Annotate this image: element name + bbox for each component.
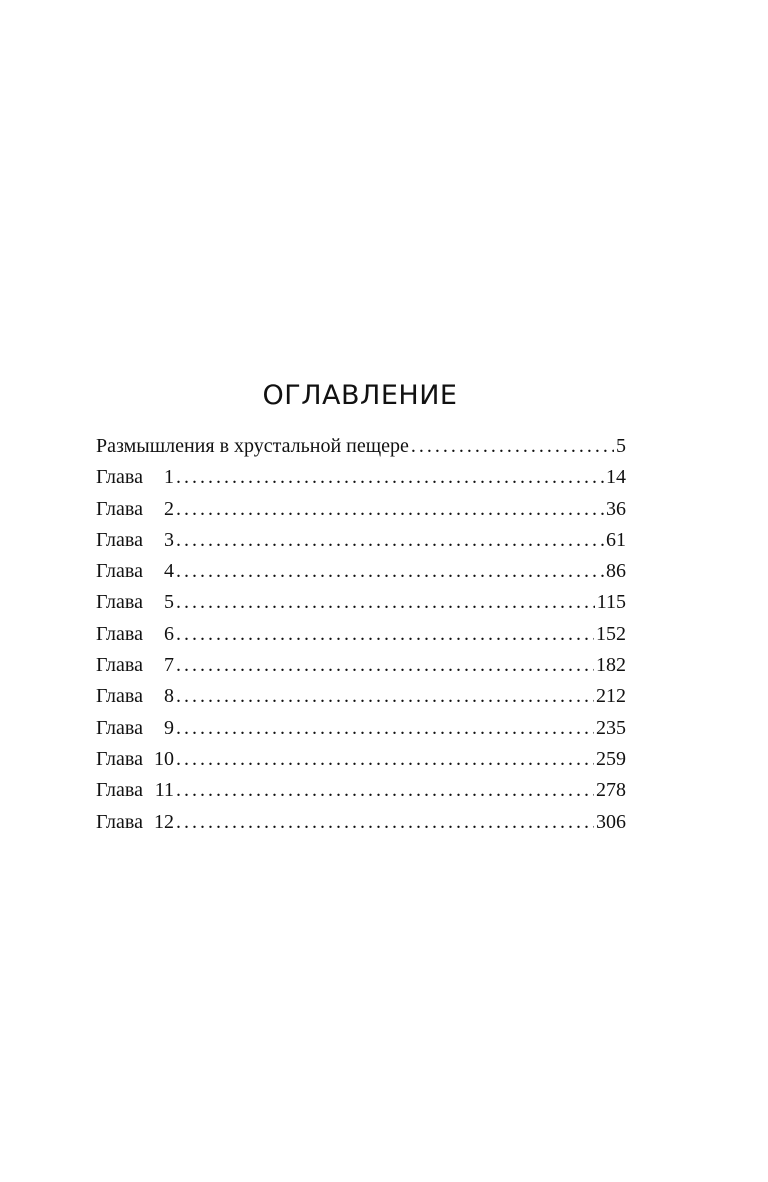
chapter-word: Глава bbox=[96, 810, 143, 833]
chapter-word: Глава bbox=[96, 560, 143, 583]
dot-leader bbox=[176, 650, 594, 681]
toc-entry-chapter-5[interactable] bbox=[96, 587, 626, 618]
chapter-number: 7 bbox=[164, 654, 174, 677]
toc-entry-chapter-11[interactable] bbox=[96, 775, 626, 806]
dot-leader bbox=[176, 713, 594, 744]
toc-entry-chapter-1[interactable] bbox=[96, 462, 626, 493]
dot-leader bbox=[176, 775, 594, 806]
chapter-word: Глава bbox=[96, 466, 143, 489]
toc-entry-label bbox=[96, 807, 174, 838]
toc-entry-label: Размышления в хрустальной пещере bbox=[96, 435, 409, 457]
chapter-word: Глава bbox=[96, 528, 143, 551]
toc-entry-label bbox=[96, 619, 174, 650]
toc-page-number: 61 bbox=[606, 528, 626, 551]
toc-page-number: 235 bbox=[596, 716, 626, 739]
toc-entry-label bbox=[96, 587, 174, 618]
toc-entry-chapter-9[interactable] bbox=[96, 713, 626, 744]
toc-entry-label bbox=[96, 556, 174, 587]
dot-leader bbox=[176, 619, 594, 650]
chapter-word: Глава bbox=[96, 591, 143, 614]
toc-entry-label bbox=[96, 525, 174, 556]
chapter-word: Глава bbox=[96, 685, 143, 708]
toc-entry-chapter-12[interactable] bbox=[96, 807, 626, 838]
dot-leader bbox=[411, 431, 614, 462]
toc-page-number: 5 bbox=[616, 435, 626, 457]
toc-page-number: 14 bbox=[606, 466, 626, 489]
toc-entry-label bbox=[96, 681, 174, 712]
dot-leader bbox=[176, 462, 604, 493]
toc-page-number: 278 bbox=[596, 779, 626, 802]
dot-leader bbox=[176, 807, 594, 838]
chapter-number: 6 bbox=[164, 622, 174, 645]
toc-page-number: 259 bbox=[596, 747, 626, 770]
toc-entry-label bbox=[96, 713, 174, 744]
dot-leader bbox=[176, 556, 604, 587]
chapter-word: Глава bbox=[96, 654, 143, 677]
toc-page-number: 212 bbox=[596, 685, 626, 708]
dot-leader bbox=[176, 587, 595, 618]
toc-page-number: 36 bbox=[606, 497, 626, 520]
chapter-number: 11 bbox=[154, 779, 174, 802]
toc-page-number: 115 bbox=[596, 591, 626, 614]
toc-entry-chapter-3[interactable] bbox=[96, 525, 626, 556]
toc-title: ОГЛАВЛЕНИЕ bbox=[262, 380, 458, 411]
toc-entry-intro[interactable] bbox=[96, 431, 626, 462]
chapter-number: 3 bbox=[164, 528, 174, 551]
toc-entry-label bbox=[96, 462, 174, 493]
chapter-number: 4 bbox=[164, 560, 174, 583]
toc-page-number: 306 bbox=[596, 810, 626, 833]
dot-leader bbox=[176, 525, 604, 556]
chapter-word: Глава bbox=[96, 622, 143, 645]
toc-entry-label bbox=[96, 650, 174, 681]
toc-entry-chapter-2[interactable] bbox=[96, 494, 626, 525]
chapter-number: 12 bbox=[154, 810, 174, 833]
chapter-word: Глава bbox=[96, 497, 143, 520]
chapter-number: 5 bbox=[164, 591, 174, 614]
chapter-number: 10 bbox=[154, 747, 174, 770]
chapter-number: 8 bbox=[164, 685, 174, 708]
toc-entry-label bbox=[96, 494, 174, 525]
toc-page-number: 152 bbox=[596, 622, 626, 645]
dot-leader bbox=[176, 681, 594, 712]
dot-leader bbox=[176, 744, 594, 775]
chapter-word: Глава bbox=[96, 747, 143, 770]
toc-entry-chapter-7[interactable] bbox=[96, 650, 626, 681]
chapter-word: Глава bbox=[96, 779, 143, 802]
chapter-number: 1 bbox=[164, 466, 174, 489]
toc-entry-chapter-10[interactable] bbox=[96, 744, 626, 775]
toc-entry-chapter-6[interactable] bbox=[96, 619, 626, 650]
chapter-number: 2 bbox=[164, 497, 174, 520]
toc-entry-label bbox=[96, 744, 174, 775]
toc-list bbox=[96, 431, 626, 838]
chapter-number: 9 bbox=[164, 716, 174, 739]
toc-entry-chapter-8[interactable] bbox=[96, 681, 626, 712]
chapter-word: Глава bbox=[96, 716, 143, 739]
toc-entry-label bbox=[96, 775, 174, 806]
dot-leader bbox=[176, 494, 604, 525]
toc-page-number: 182 bbox=[596, 654, 626, 677]
toc-page-number: 86 bbox=[606, 560, 626, 583]
toc-entry-chapter-4[interactable] bbox=[96, 556, 626, 587]
